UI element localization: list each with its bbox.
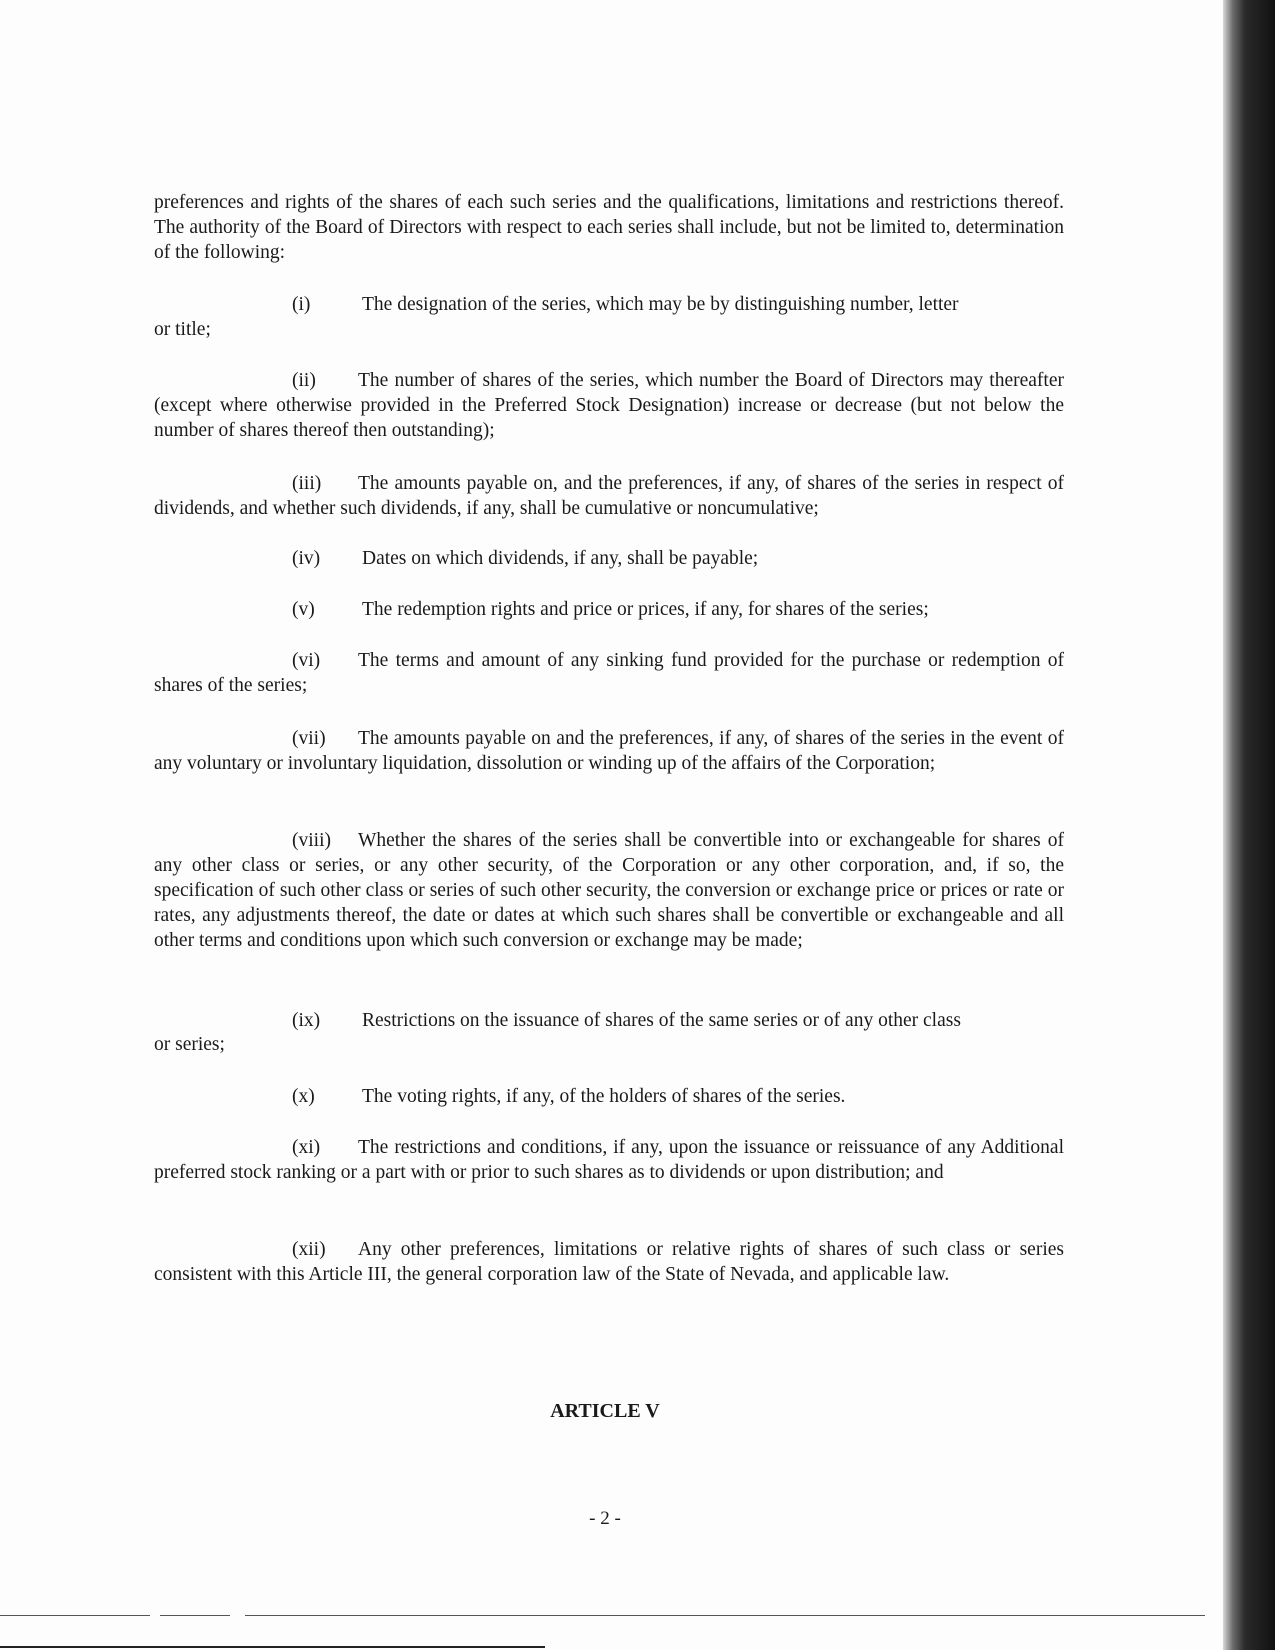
item-number: (i) bbox=[292, 294, 311, 315]
list-item bbox=[154, 368, 1064, 443]
item-number: (x) bbox=[292, 1086, 315, 1107]
item-continuation: or title; bbox=[154, 319, 211, 340]
list-item bbox=[154, 471, 1064, 521]
list-item bbox=[292, 1008, 961, 1033]
list-item bbox=[154, 726, 1064, 776]
item-text: The amounts payable on, and the preferences, if any, of shares of the series in respect of dividends, and whether such dividends, if any, shall be cumulative or noncumulative; bbox=[154, 473, 1064, 519]
item-text: The voting rights, if any, of the holders of shares of the series. bbox=[362, 1086, 846, 1107]
scan-artifact-line bbox=[0, 1615, 150, 1616]
item-number: (xii) bbox=[292, 1239, 326, 1260]
item-text: The number of shares of the series, which number the Board of Directors may thereafter (except where otherwise provided in the Preferred Stock Designation) increase or decrease (but not below the number of shares thereof then outstanding); bbox=[154, 370, 1064, 441]
intro-paragraph: preferences and rights of the shares of each such series and the qualifications, limitations and restrictions thereof. The authority of the Board of Directors with respect to each series shall include, but not be limited to, determination of the following: bbox=[154, 192, 1064, 263]
scan-artifact-line bbox=[0, 1646, 545, 1648]
list-item bbox=[292, 597, 929, 622]
list-item bbox=[154, 1237, 1064, 1287]
list-item bbox=[154, 828, 1064, 953]
item-number: (xi) bbox=[292, 1137, 321, 1158]
item-text: Any other preferences, limitations or relative rights of shares of such class or series consistent with this Article III, the general corporation law of the State of Nevada, and applicable law. bbox=[154, 1239, 1064, 1285]
item-text: Restrictions on the issuance of shares of the same series or of any other class bbox=[362, 1010, 961, 1031]
list-item bbox=[292, 1084, 845, 1109]
list-item bbox=[154, 1135, 1064, 1185]
scan-artifact-line bbox=[160, 1615, 230, 1616]
item-text: The designation of the series, which may be by distinguishing number, letter bbox=[362, 294, 959, 315]
item-number: (iv) bbox=[292, 548, 321, 569]
scan-artifact-line bbox=[245, 1615, 1205, 1616]
item-number: (vii) bbox=[292, 728, 326, 749]
item-continuation: or series; bbox=[154, 1034, 225, 1055]
item-text: Whether the shares of the series shall be convertible into or exchangeable for shares of any other class or series, or any other security, of the Corporation or any other corporation, and, if so, the specification of such other class or series of such other security, the conversion or exchange price or prices or rate or rates, any adjustments thereof, the date or dates at which such shares shall be convertible or exchangeable and all other terms and conditions upon which such conversion or exchange may be made; bbox=[154, 830, 1064, 951]
item-text: The redemption rights and price or prices, if any, for shares of the series; bbox=[362, 599, 929, 620]
scan-edge-shadow bbox=[1223, 0, 1275, 1650]
item-number: (v) bbox=[292, 599, 315, 620]
item-text: The amounts payable on and the preferences, if any, of shares of the series in the event of any voluntary or involuntary liquidation, dissolution or winding up of the affairs of the Corporation; bbox=[154, 728, 1064, 774]
item-number: (viii) bbox=[292, 830, 331, 851]
item-number: (vi) bbox=[292, 650, 321, 671]
item-text: The restrictions and conditions, if any, upon the issuance or reissuance of any Additional preferred stock ranking or a part with or prior to such shares as to dividends or upon distribution; and bbox=[154, 1137, 1064, 1183]
item-number: (ii) bbox=[292, 370, 316, 391]
item-number: (ix) bbox=[292, 1010, 321, 1031]
item-text: The terms and amount of any sinking fund provided for the purchase or redemption of shares of the series; bbox=[154, 650, 1064, 696]
article-heading: ARTICLE V bbox=[550, 1400, 660, 1422]
item-number: (iii) bbox=[292, 473, 322, 494]
item-text: Dates on which dividends, if any, shall be payable; bbox=[362, 548, 759, 569]
page-number: - 2 - bbox=[589, 1508, 621, 1529]
list-item bbox=[292, 546, 758, 571]
list-item bbox=[154, 648, 1064, 698]
list-item bbox=[292, 292, 959, 317]
